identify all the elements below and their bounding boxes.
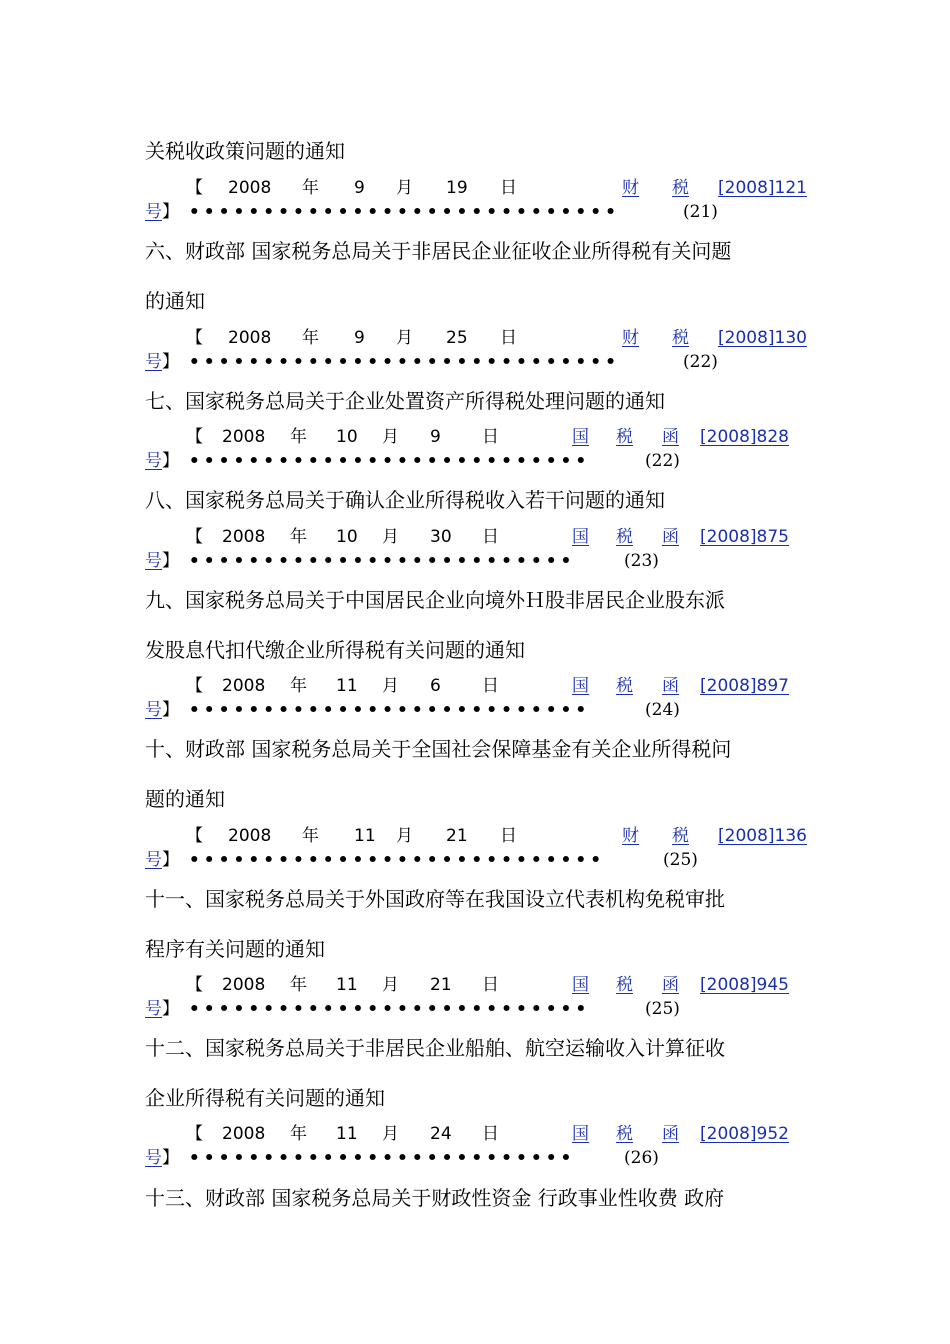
document-number-suffix-link[interactable]: 号 [145,1148,162,1168]
bracket-close: 】 [162,202,179,222]
document-number-link[interactable]: 财 [622,178,639,198]
bracket-open: 【 [186,427,203,447]
entry-tail-row [145,449,680,473]
bracket-open: 【 [186,527,203,547]
bracket-close: 】 [162,1148,179,1168]
bracket-open: 【 [186,826,203,846]
day-label: 日 [482,975,499,995]
document-number-suffix-link[interactable]: 号 [145,451,162,471]
date-day: 21 [430,975,452,995]
bracket-open: 【 [186,1124,203,1144]
dot-leader: ••••••••••••••••••••••••••••• [179,202,621,222]
month-label: 月 [382,1124,399,1144]
document-number-link[interactable]: 税 [672,178,689,198]
date-year: 2008 [222,427,266,447]
dot-leader: •••••••••••••••••••••••••• [179,551,576,571]
entry-title-line: 的通知 [145,289,205,313]
date-year: 2008 [228,826,272,846]
entry-date-row [186,824,836,848]
document-number-link[interactable]: 财 [622,826,639,846]
date-day: 21 [446,826,468,846]
document-number-link[interactable]: 函 [662,1124,679,1144]
entry-date-row [186,525,836,549]
entry-tail-row [145,200,718,224]
month-label: 月 [382,427,399,447]
document-number-link[interactable]: [2008]828 [700,427,789,447]
entry-title-line: 七、国家税务总局关于企业处置资产所得税处理问题的通知 [145,389,665,413]
entry-title-line: 九、国家税务总局关于中国居民企业向境外Ｈ股非居民企业股东派 [145,588,725,612]
document-number-link[interactable]: 函 [662,975,679,995]
entry-tail-row [145,997,680,1021]
document-number-suffix-link[interactable]: 号 [145,999,162,1019]
bracket-close: 】 [162,850,179,870]
bracket-close: 】 [162,700,179,720]
year-label: 年 [302,178,319,198]
document-number-link[interactable]: [2008]130 [718,328,807,348]
day-label: 日 [482,1124,499,1144]
bracket-open: 【 [186,178,203,198]
document-number-link[interactable]: 税 [672,328,689,348]
entry-title-line: 十一、国家税务总局关于外国政府等在我国设立代表机构免税审批 [145,887,725,911]
date-day: 24 [430,1124,452,1144]
date-month: 11 [336,676,358,696]
bracket-close: 】 [162,451,179,471]
date-day: 9 [430,427,441,447]
document-number-suffix-link[interactable]: 号 [145,551,162,571]
document-number-link[interactable]: [2008]121 [718,178,807,198]
document-number-link[interactable]: 税 [616,676,633,696]
document-number-link[interactable]: [2008]945 [700,975,789,995]
entry-tail-row [145,698,680,722]
page-number: (26) [624,1148,659,1168]
entry-title-line: 发股息代扣代缴企业所得税有关问题的通知 [145,638,525,662]
year-label: 年 [290,676,307,696]
dot-leader: •••••••••••••••••••••••••••• [179,850,606,870]
year-label: 年 [302,826,319,846]
entry-title-line: 六、财政部 国家税务总局关于非居民企业征收企业所得税有关问题 [145,239,732,263]
document-number-link[interactable]: 函 [662,427,679,447]
date-month: 11 [336,975,358,995]
entry-title-line: 十三、财政部 国家税务总局关于财政性资金 行政事业性收费 政府 [145,1186,725,1210]
document-number-suffix-link[interactable]: 号 [145,700,162,720]
day-label: 日 [500,826,517,846]
page-number: (22) [683,352,718,372]
entry-date-row [186,425,836,449]
bracket-open: 【 [186,676,203,696]
document-number-link[interactable]: 国 [572,1124,589,1144]
date-month: 11 [336,1124,358,1144]
page-number: (24) [645,700,680,720]
entry-title-line: 十二、国家税务总局关于非居民企业船舶、航空运输收入计算征收 [145,1036,725,1060]
page-number: (22) [645,451,680,471]
day-label: 日 [482,676,499,696]
date-year: 2008 [222,975,266,995]
entry-date-row [186,674,836,698]
dot-leader: ••••••••••••••••••••••••••• [179,999,591,1019]
year-label: 年 [290,975,307,995]
page-number: (25) [663,850,698,870]
date-month: 10 [336,427,358,447]
document-number-suffix-link[interactable]: 号 [145,850,162,870]
document-number-suffix-link[interactable]: 号 [145,352,162,372]
document-number-link[interactable]: 税 [616,527,633,547]
date-day: 6 [430,676,441,696]
document-number-link[interactable]: 国 [572,527,589,547]
month-label: 月 [396,826,413,846]
year-label: 年 [290,1124,307,1144]
date-day: 30 [430,527,452,547]
bracket-close: 】 [162,551,179,571]
bracket-close: 】 [162,999,179,1019]
entry-date-row [186,973,836,997]
bracket-open: 【 [186,328,203,348]
date-day: 25 [446,328,468,348]
entry-tail-row [145,549,659,573]
entry-title-line: 八、国家税务总局关于确认企业所得税收入若干问题的通知 [145,488,665,512]
dot-leader: ••••••••••••••••••••••••••• [179,700,591,720]
page-number: (21) [683,202,718,222]
document-number-link[interactable]: 国 [572,975,589,995]
document-number-link[interactable]: [2008]875 [700,527,789,547]
date-year: 2008 [222,527,266,547]
day-label: 日 [482,527,499,547]
dot-leader: •••••••••••••••••••••••••• [179,1148,576,1168]
document-number-link[interactable]: [2008]897 [700,676,789,696]
entry-title-line: 程序有关问题的通知 [145,937,325,961]
document-number-link[interactable]: 国 [572,676,589,696]
entry-date-row [186,1122,836,1146]
day-label: 日 [500,328,517,348]
entry-title-line: 关税收政策问题的通知 [145,139,345,163]
entry-title-line: 企业所得税有关问题的通知 [145,1086,385,1110]
date-year: 2008 [222,676,266,696]
date-month: 11 [354,826,376,846]
page-number: (25) [645,999,680,1019]
dot-leader: ••••••••••••••••••••••••••• [179,451,591,471]
entry-title-line: 题的通知 [145,787,225,811]
date-month: 9 [354,328,365,348]
date-year: 2008 [228,328,272,348]
month-label: 月 [382,676,399,696]
bracket-open: 【 [186,975,203,995]
page-number: (23) [624,551,659,571]
bracket-close: 】 [162,352,179,372]
entry-tail-row [145,350,718,374]
date-day: 19 [446,178,468,198]
dot-leader: ••••••••••••••••••••••••••••• [179,352,621,372]
month-label: 月 [382,975,399,995]
month-label: 月 [396,178,413,198]
month-label: 月 [396,328,413,348]
document-number-link[interactable]: 国 [572,427,589,447]
document-number-link[interactable]: 税 [616,975,633,995]
document-number-link[interactable]: 函 [662,527,679,547]
year-label: 年 [302,328,319,348]
date-year: 2008 [222,1124,266,1144]
day-label: 日 [500,178,517,198]
document-number-link[interactable]: 函 [662,676,679,696]
document-number-link[interactable]: [2008]952 [700,1124,789,1144]
day-label: 日 [482,427,499,447]
entry-title-line: 十、财政部 国家税务总局关于全国社会保障基金有关企业所得税问 [145,737,732,761]
date-year: 2008 [228,178,272,198]
document-number-link[interactable]: 税 [616,427,633,447]
month-label: 月 [382,527,399,547]
document-number-link[interactable]: 税 [672,826,689,846]
entry-tail-row [145,848,698,872]
entry-date-row [186,176,836,200]
year-label: 年 [290,427,307,447]
document-number-link[interactable]: [2008]136 [718,826,807,846]
document-number-link[interactable]: 财 [622,328,639,348]
entry-date-row [186,326,836,350]
date-month: 10 [336,527,358,547]
entry-tail-row [145,1146,659,1170]
date-month: 9 [354,178,365,198]
year-label: 年 [290,527,307,547]
document-number-suffix-link[interactable]: 号 [145,202,162,222]
document-number-link[interactable]: 税 [616,1124,633,1144]
